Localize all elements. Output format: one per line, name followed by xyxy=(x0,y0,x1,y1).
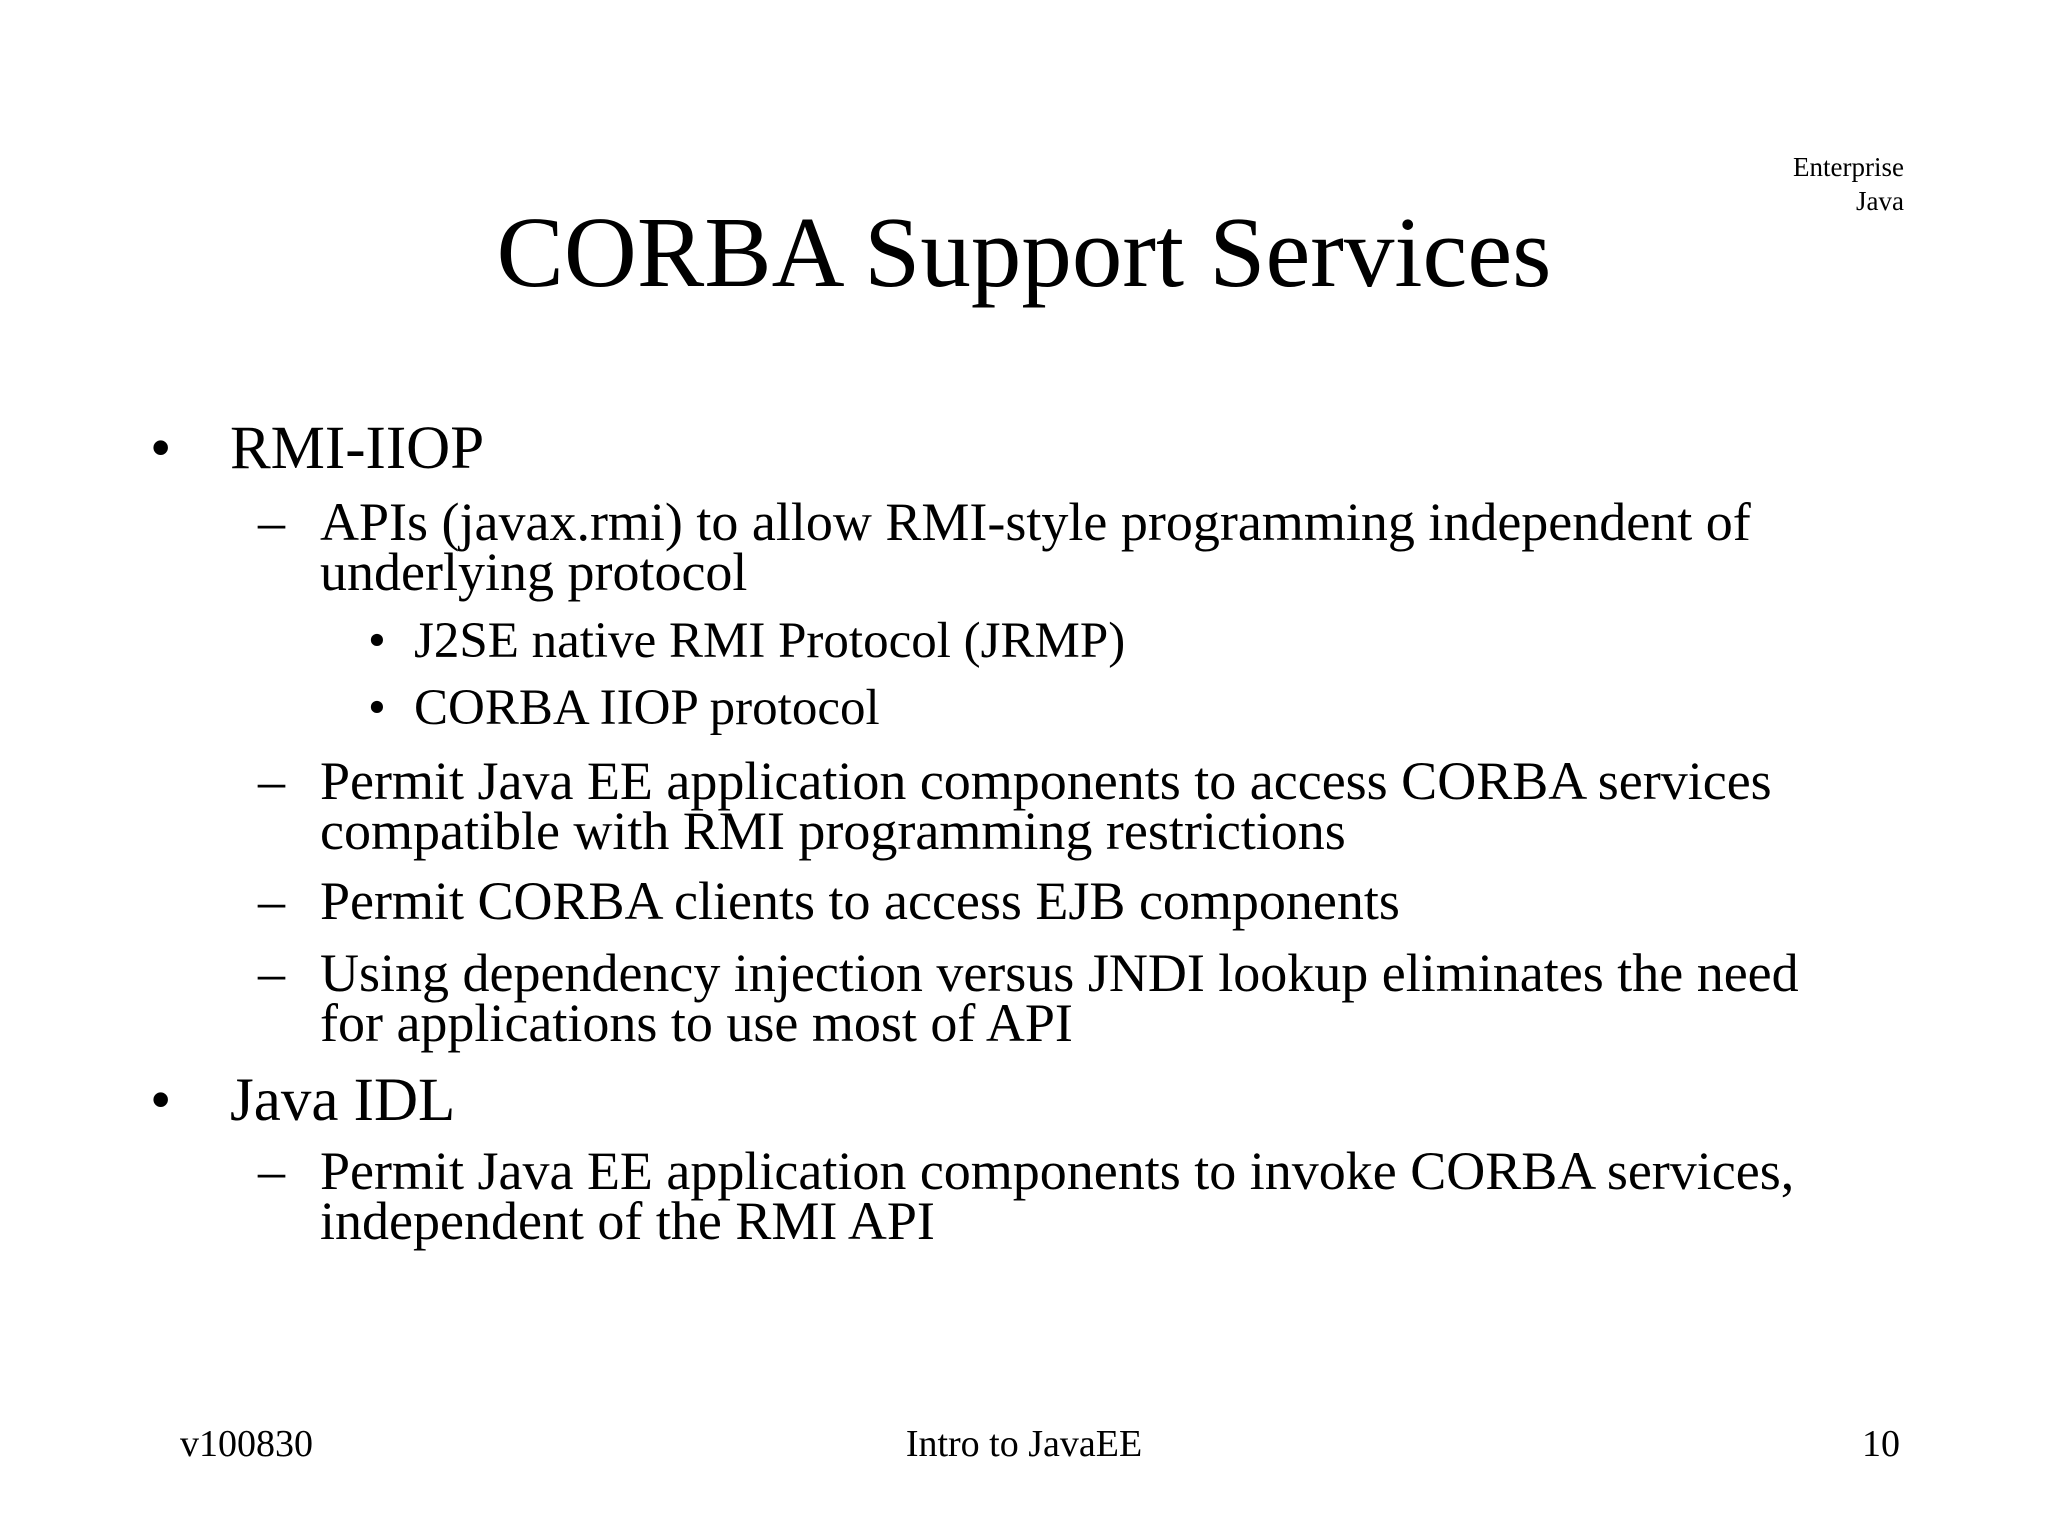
sub-bullet-text: independent of the RMI API xyxy=(320,1191,935,1251)
footer-version: v100830 xyxy=(180,1423,313,1465)
sub-sub-bullet-text: J2SE native RMI Protocol (JRMP) xyxy=(414,613,1126,669)
footer-page-number: 10 xyxy=(1862,1423,1900,1465)
bullet-marker: • xyxy=(150,1067,172,1134)
bullet-marker: • xyxy=(150,415,172,482)
dash-marker: – xyxy=(258,751,285,811)
sub-sub-bullet-text: CORBA IIOP protocol xyxy=(414,680,880,736)
sub-bullet-text: compatible with RMI programming restrictions xyxy=(320,801,1346,861)
sub-bullet-text: Permit Java EE application components to access CORBA services xyxy=(320,751,1772,811)
dash-marker: – xyxy=(258,871,285,931)
dash-marker: – xyxy=(258,492,285,552)
sub-bullet-text: underlying protocol xyxy=(320,542,748,602)
dash-marker: – xyxy=(258,943,285,1003)
slide-title: CORBA Support Services xyxy=(496,196,1552,308)
sub-bullet-text: Permit CORBA clients to access EJB components xyxy=(320,871,1400,931)
bullet-marker: • xyxy=(368,613,386,669)
bullet-text: RMI-IIOP xyxy=(230,415,485,482)
sub-bullet-text: APIs (javax.rmi) to allow RMI-style programming independent of xyxy=(320,492,1751,552)
course-label-line1: Enterprise xyxy=(1793,152,1904,182)
footer-course-title: Intro to JavaEE xyxy=(905,1423,1143,1465)
dash-marker: – xyxy=(258,1141,285,1201)
sub-bullet-text: Permit Java EE application components to invoke CORBA services, xyxy=(320,1141,1795,1201)
sub-bullet-text: Using dependency injection versus JNDI lookup eliminates the need xyxy=(320,943,1799,1003)
bullet-text: Java IDL xyxy=(230,1067,456,1134)
course-label-line2: Java xyxy=(1856,186,1904,216)
bullet-marker: • xyxy=(368,680,386,736)
sub-bullet-text: for applications to use most of API xyxy=(320,993,1073,1053)
